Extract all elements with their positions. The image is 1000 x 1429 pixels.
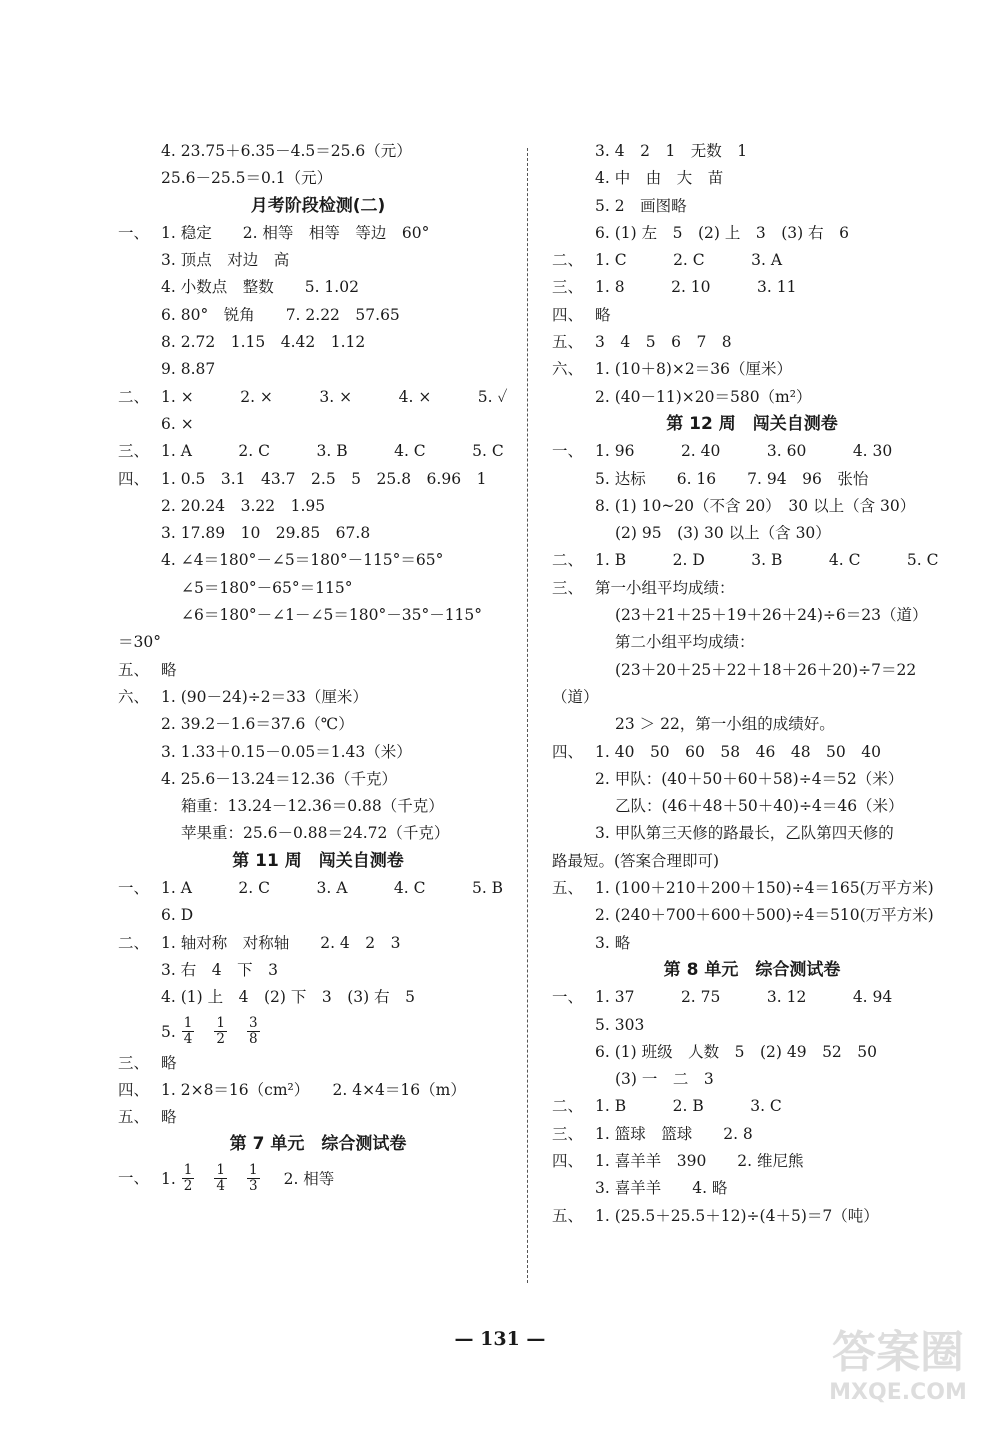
section-heading (118, 848, 518, 875)
section-heading-text: 第 12 周 闯关自测卷 (666, 413, 838, 434)
column-divider (527, 148, 528, 1283)
answer-text: 3. 1.33＋0.15－0.05＝1.43（米） (161, 742, 412, 761)
question-number: 5. (161, 1022, 176, 1041)
section-number: 二、 (552, 1097, 584, 1116)
section-number: 五、 (552, 1206, 584, 1225)
answer-line (118, 984, 518, 1011)
answer-line (118, 438, 518, 465)
section-number: 四、 (118, 469, 150, 488)
section-number: 二、 (118, 933, 150, 952)
answer-line (118, 1050, 518, 1077)
answer-text: 箱重：13.24－12.36＝0.88（千克） (181, 797, 444, 816)
answer-line (552, 1012, 952, 1039)
section-number: 三、 (552, 1124, 584, 1143)
answer-text: (2) 95 (3) 30 以上（含 30） (615, 524, 831, 543)
answer-text: 路最短。(答案合理即可) (552, 851, 720, 870)
answer-line (118, 820, 518, 847)
section-number: 一、 (118, 223, 150, 242)
answer-line (118, 602, 518, 629)
section-number: 三、 (118, 442, 150, 461)
answer-text: 23 ＞ 22，第一小组的成绩好。 (615, 715, 835, 734)
answer-line (118, 875, 518, 902)
answer-text: 略 (161, 1053, 177, 1072)
answer-text: 8. (1) 10~20（不含 20） 30 以上（含 30） (595, 496, 916, 515)
answer-line (118, 657, 518, 684)
answer-text: 1. (25.5＋25.5＋12)÷(4＋5)＝7（吨） (595, 1206, 879, 1225)
answer-text: 乙队：(46＋48＋50＋40)÷4＝46（米） (615, 797, 904, 816)
answer-line (552, 1121, 952, 1148)
section-number: 五、 (118, 660, 150, 679)
answer-text: ∠6＝180°－∠1－∠5＝180°－35°－115° (181, 606, 483, 625)
answer-line (552, 1039, 952, 1066)
answer-line (118, 493, 518, 520)
fraction (182, 1016, 195, 1047)
right-column (552, 138, 952, 1230)
answer-text: 1. C 2. C 3. A (595, 251, 783, 270)
answer-line (552, 848, 952, 875)
fraction-numerator: 1 (216, 1015, 225, 1031)
answer-line (118, 247, 518, 274)
answer-text: 1. A 2. C 3. B 4. C 5. C (161, 442, 504, 461)
answer-text: 1. (10＋8)×2＝36（厘米） (595, 360, 792, 379)
answer-line (552, 193, 952, 220)
answer-line (552, 739, 952, 766)
answer-line (552, 165, 952, 192)
answer-line (552, 575, 952, 602)
fraction (182, 1163, 195, 1194)
answer-text: 2. 39.2－1.6＝37.6（℃） (161, 715, 354, 734)
section-number: 三、 (552, 578, 584, 597)
fraction-denominator: 2 (216, 1031, 225, 1047)
answer-line (118, 356, 518, 383)
answer-text: 6. (1) 班级 人数 5 (2) 49 52 50 (595, 1042, 878, 1061)
answer-line (552, 302, 952, 329)
answer-line (118, 520, 518, 547)
section-number: 一、 (552, 988, 584, 1007)
answer-text: (3) 一 二 3 (615, 1070, 714, 1089)
answer-line (552, 657, 952, 684)
answer-line (118, 466, 518, 493)
answer-text: ∠5＝180°－65°＝115° (181, 578, 353, 597)
section-number: 四、 (552, 742, 584, 761)
answer-line (552, 493, 952, 520)
answer-text: 6. D (161, 906, 194, 925)
answer-line (552, 247, 952, 274)
section-number: 五、 (552, 333, 584, 352)
answer-line (118, 547, 518, 574)
answer-line (552, 384, 952, 411)
answer-line (118, 793, 518, 820)
answer-text: 3. 顶点 对边 高 (161, 251, 290, 270)
answer-text: 8. 2.72 1.15 4.42 1.12 (161, 333, 366, 352)
answer-line (552, 1175, 952, 1202)
answer-text: (23＋21＋25＋19＋26＋24)÷6＝23（道） (615, 606, 928, 625)
answer-line (118, 411, 518, 438)
answer-line (552, 466, 952, 493)
answer-line (118, 930, 518, 957)
answer-line (118, 165, 518, 192)
answer-text: 25.6－25.5＝0.1（元） (161, 169, 333, 188)
answer-text: 4. 小数点 整数 5. 1.02 (161, 278, 359, 297)
answer-line (552, 766, 952, 793)
answer-text: 3 4 5 6 7 8 (595, 333, 732, 352)
answer-line (552, 875, 952, 902)
answer-text: 3. 略 (595, 933, 631, 952)
answer-text: 4. 23.75＋6.35－4.5＝25.6（元） (161, 142, 412, 160)
section-heading-text: 月考阶段检测(二) (250, 195, 386, 216)
answer-text: 1. (100＋210＋200＋150)÷4＝165(万平方米) (595, 879, 934, 898)
section-number: 二、 (552, 551, 584, 570)
fraction-numerator: 1 (183, 1162, 193, 1179)
answer-line (552, 1093, 952, 1120)
answer-text: 4. 中 由 大 苗 (595, 169, 724, 188)
fraction-denominator: 8 (248, 1031, 258, 1047)
answer-line (118, 138, 518, 165)
answer-text: 3. 右 4 下 3 (161, 960, 278, 979)
answer-line (552, 329, 952, 356)
answer-text: 1. 0.5 3.1 43.7 2.5 5 25.8 6.96 1 (161, 469, 487, 488)
fraction-denominator: 4 (183, 1031, 193, 1047)
watermark-text-cn: 答案圈 (832, 1327, 964, 1378)
section-number: 三、 (552, 278, 584, 297)
answer-text: （道） (552, 687, 599, 706)
fraction-numerator: 1 (248, 1162, 258, 1179)
answer-text: 1. B 2. B 3. C (595, 1097, 782, 1116)
answer-line (118, 329, 518, 356)
answer-text: 5. 303 (595, 1015, 645, 1034)
answer-text: 1. A 2. C 3. A 4. C 5. B (161, 879, 504, 898)
answer-line (118, 957, 518, 984)
answer-text: 第二小组平均成绩： (615, 633, 755, 652)
fraction-numerator: 1 (216, 1162, 225, 1179)
answer-line (552, 138, 952, 165)
fraction (214, 1163, 227, 1194)
answer-line (118, 1104, 518, 1131)
answer-text: 第一小组平均成绩： (595, 578, 735, 597)
section-heading (118, 1131, 518, 1158)
watermark-logo (818, 1315, 978, 1407)
answer-text: 9. 8.87 (161, 360, 216, 379)
answer-text: 1. 稳定 2. 相等 相等 等边 60° (161, 223, 430, 242)
answer-text: 1. 40 50 60 58 46 48 50 40 (595, 742, 882, 761)
answer-line (118, 384, 518, 411)
fraction-denominator: 4 (216, 1178, 225, 1195)
answer-line (552, 1148, 952, 1175)
watermark-text-en: MXQE.COM (829, 1380, 967, 1405)
answer-text: 1. 喜羊羊 390 2. 维尼熊 (595, 1151, 804, 1170)
answer-line (552, 356, 952, 383)
answer-line (552, 684, 952, 711)
answer-text: ＝30° (118, 633, 161, 652)
answer-line (552, 438, 952, 465)
section-number: 一、 (552, 442, 584, 461)
answer-line (118, 684, 518, 711)
fraction-numerator: 3 (248, 1015, 258, 1031)
section-number: 一、 (118, 879, 150, 898)
fraction-denominator: 2 (183, 1178, 193, 1195)
answer-text: 3. 4 2 1 无数 1 (595, 142, 748, 160)
left-column (118, 138, 518, 1197)
fraction-denominator: 3 (248, 1178, 258, 1195)
section-heading (552, 957, 952, 984)
answer-text: 6. (1) 左 5 (2) 上 3 (3) 右 6 (595, 223, 849, 242)
answer-text: 苹果重：25.6－0.88＝24.72（千克） (181, 824, 450, 843)
answer-text: 4. ∠4＝180°－∠5＝180°－115°＝65° (161, 551, 444, 570)
section-number: 二、 (118, 387, 150, 406)
answer-line (552, 220, 952, 247)
answer-text: 略 (161, 1108, 177, 1127)
fraction (214, 1016, 227, 1047)
section-number: 五、 (118, 1108, 150, 1127)
answer-line (118, 902, 518, 929)
answer-text: 3. 喜羊羊 4. 略 (595, 1179, 728, 1198)
answer-text: 3. 17.89 10 29.85 67.8 (161, 524, 371, 543)
section-number: 四、 (552, 305, 584, 324)
section-number: 四、 (118, 1080, 150, 1099)
section-number: 四、 (552, 1151, 584, 1170)
section-heading-text: 第 11 周 闯关自测卷 (232, 850, 404, 871)
answer-line (118, 302, 518, 329)
answer-text: 1. (90－24)÷2＝33（厘米） (161, 687, 368, 706)
answer-line (552, 793, 952, 820)
fraction-answers (161, 1012, 280, 1051)
answer-line (552, 602, 952, 629)
section-heading-text: 第 8 单元 综合测试卷 (663, 959, 841, 980)
section-number: 一、 (118, 1168, 150, 1187)
answer-line (552, 547, 952, 574)
answer-line (118, 766, 518, 793)
section-number: 五、 (552, 879, 584, 898)
answer-text: 2. (40－11)×20＝580（m²） (595, 387, 812, 406)
fraction (247, 1016, 260, 1047)
answer-text: 略 (161, 660, 177, 679)
section-heading (552, 411, 952, 438)
answer-text: 4. (1) 上 4 (2) 下 3 (3) 右 5 (161, 988, 415, 1007)
answer-line (552, 274, 952, 301)
answer-line (118, 711, 518, 738)
answer-line (118, 274, 518, 301)
section-heading-text: 第 7 单元 综合测试卷 (229, 1134, 407, 1155)
fraction (247, 1163, 260, 1194)
answer-text: 2. 甲队：(40＋50＋60＋58)÷4＝52（米） (595, 769, 904, 788)
answer-line (552, 902, 952, 929)
answer-text: 2. (240＋700＋600＋500)÷4＝510(万平方米) (595, 906, 934, 925)
answer-text: 5. 2 画图略 (595, 196, 687, 215)
section-number: 六、 (118, 687, 150, 706)
page-number: — 131 — (454, 1328, 546, 1350)
section-number: 二、 (552, 251, 584, 270)
fraction-answers (161, 1159, 334, 1198)
answer-line (118, 220, 518, 247)
answer-line (552, 711, 952, 738)
answer-text: 1. 2×8＝16（cm²） 2. 4×4＝16（m） (161, 1080, 466, 1099)
answer-line (552, 984, 952, 1011)
answer-text: (23＋20＋25＋22＋18＋26＋20)÷7＝22 (615, 660, 917, 679)
answer-line (118, 629, 518, 656)
answer-text: 1. × 2. × 3. × 4. × 5. ✓ (161, 387, 508, 406)
answer-text: 5. 达标 6. 16 7. 94 96 张怡 (595, 469, 869, 488)
answer-line (552, 520, 952, 547)
answer-line (552, 1066, 952, 1093)
answer-text: 略 (595, 305, 611, 324)
answer-text: 4. 25.6－13.24＝12.36（千克） (161, 769, 397, 788)
answer-text: 2. 20.24 3.22 1.95 (161, 496, 326, 515)
answer-text: 1. 轴对称 对称轴 2. 4 2 3 (161, 933, 401, 952)
answer-text: 1. 96 2. 40 3. 60 4. 30 (595, 442, 893, 461)
answer-text: 1. 篮球 篮球 2. 8 (595, 1124, 753, 1143)
answer-line (118, 739, 518, 766)
section-number: 三、 (118, 1053, 150, 1072)
answer-text: 6. × (161, 414, 194, 433)
answer-text: 1. B 2. D 3. B 4. C 5. C (595, 551, 939, 570)
answer-text: 1. 8 2. 10 3. 11 (595, 278, 797, 297)
answer-line (118, 575, 518, 602)
answer-text: 1. 37 2. 75 3. 12 4. 94 (595, 988, 893, 1007)
answer-text: 6. 80° 锐角 7. 2.22 57.65 (161, 305, 400, 324)
question-number: 1. (161, 1169, 176, 1188)
fraction-numerator: 1 (183, 1015, 193, 1031)
section-heading (118, 193, 518, 220)
answer-line (552, 820, 952, 847)
section-number: 六、 (552, 360, 584, 379)
answer-text: 2. 相等 (283, 1169, 335, 1188)
answer-line (552, 629, 952, 656)
answer-line (118, 1077, 518, 1104)
answer-line (552, 1203, 952, 1230)
answer-text: 3. 甲队第三天修的路最长，乙队第四天修的 (595, 824, 894, 843)
answer-line (118, 1012, 518, 1050)
answer-line (118, 1159, 518, 1197)
answer-line (552, 930, 952, 957)
